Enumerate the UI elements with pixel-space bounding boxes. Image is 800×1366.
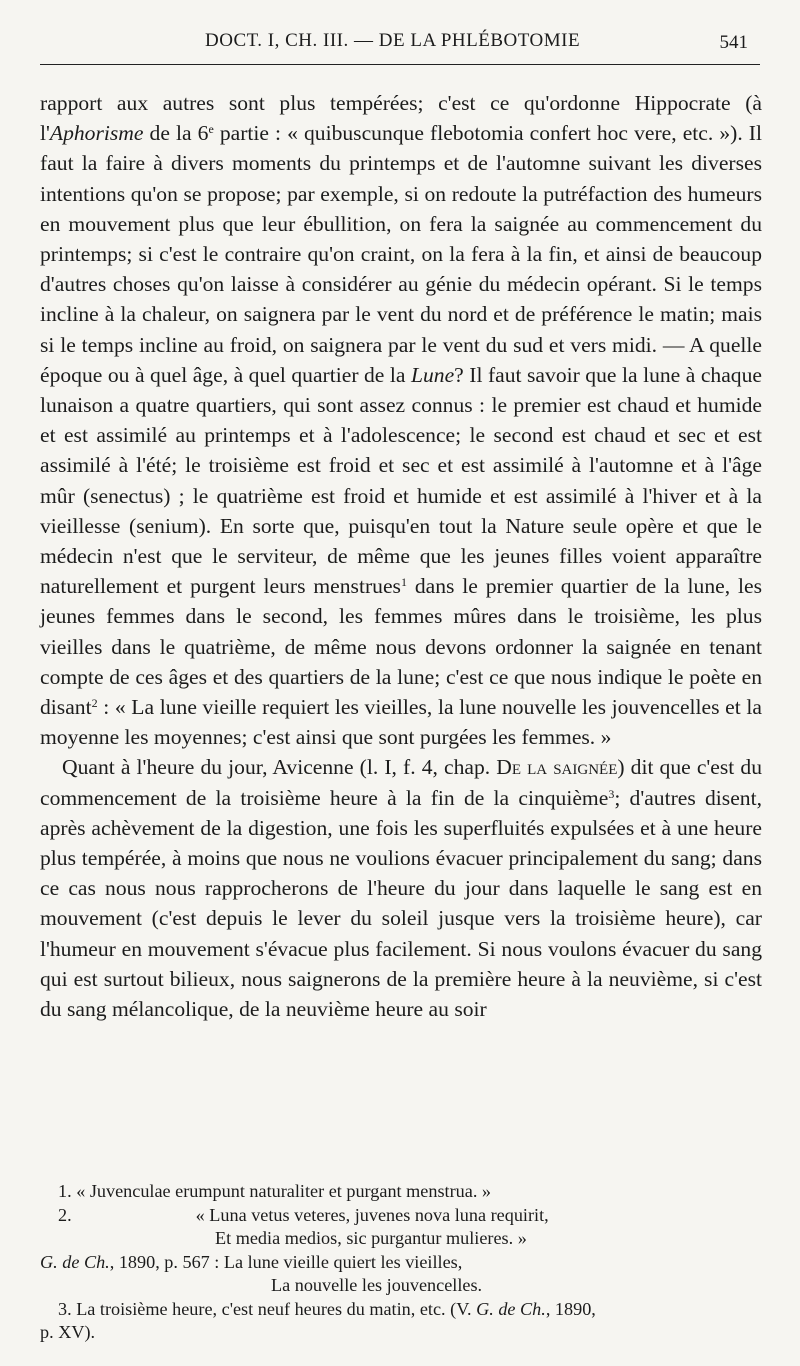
- footnote-2-verse-2: Et media medios, sic purgantur mulieres. »: [215, 1228, 527, 1248]
- text-run: partie : « quibuscunque flebotomia confert hoc vere, etc. »). Il faut la faire à divers moments du printemps et de l'automne suivant les diverses intentions qu'on se propose; par exemple, si on redoute la putréfaction des humeurs en mouvement plus que leur ébullition, on fera la saignée au commencement du printemps; si c'est le contraire qu'on craint, on la fera à la fin, et ainsi de beaucoup d'autres choses qu'on laisse à considérer au génie du médecin opérant. Si le temps incline à la chaleur, on saignera par le vent du nord et de préférence le matin; mais si le temps incline au froid, on saignera par le vent du sud et vers midi. — A quelle époque ou à quel âge, à quel quartier de la: [40, 121, 762, 387]
- footnote-3: [40, 1298, 762, 1345]
- main-text: [40, 88, 762, 1024]
- footnote-3-continuation: p. XV).: [40, 1322, 96, 1342]
- reference-gch: G. de Ch.: [40, 1251, 110, 1272]
- paragraph-1: [40, 88, 762, 752]
- header-rule: [40, 64, 760, 65]
- text-run: ) dit que c'est du commencement de la troisième heure à la fin de la cinquième: [40, 755, 762, 810]
- footnote-2: [40, 1204, 762, 1251]
- italic-lune: Lune: [410, 362, 455, 387]
- paragraph-2: [40, 752, 762, 1024]
- text-run: 3. La troisième heure, c'est neuf heures du matin, etc. (V.: [58, 1298, 477, 1319]
- text-run: de la 6: [143, 121, 209, 146]
- page-number: 541: [719, 32, 748, 53]
- footnote-ref-1: 1: [400, 575, 407, 590]
- footnote-ref-2: 2: [91, 696, 98, 711]
- small-caps-title: De la saignée: [496, 755, 618, 780]
- text-run: : « La lune vieille requiert les vieilles, la lune nouvelle les jouvencelles et la moyenne les moyennes; c'est ainsi que sont purgées les femmes. »: [40, 695, 762, 750]
- text-run: , 1890,: [545, 1298, 596, 1319]
- text-run: ; d'autres disent, après achèvement de la digestion, une fois les superfluités expulsées et à une heure plus tempérée, à moins que nous ne voulions évacuer principalement du sang; dans ce cas nous nous rapprocherons de l'heure du jour dans laquelle le sang est en mouvement (c'est depuis le lever du soleil jusque vers la troisième heure), car l'humeur en mouvement s'évacue plus facilement. Si nous voulons évacuer du sang qui est surtout bilieux, nous saignerons de la première heure à la neuvième, si c'est du sang mélancolique, de la neuvième heure au soir: [40, 785, 762, 1022]
- footnotes: [40, 1180, 762, 1345]
- footnote-ref-3: 3: [608, 786, 615, 801]
- footnote-2-gch-verse-2: La nouvelle les jouvencelles.: [271, 1275, 483, 1295]
- page-header: [40, 24, 760, 64]
- reference-gch: G. de Ch.: [476, 1298, 546, 1319]
- text-run: , 1890, p. 567 : La lune vieille quiert les vieilles,: [109, 1251, 463, 1272]
- footnote-1: 1. « Juvenculae erumpunt naturaliter et purgant menstrua. »: [58, 1181, 492, 1201]
- ordinal-superscript: e: [208, 122, 214, 137]
- text-run: Quant à l'heure du jour, Avicenne (l. I, f. 4, chap.: [62, 755, 497, 780]
- footnote-2-number: 2.: [58, 1204, 72, 1225]
- running-head: DOCT. I, CH. III. — DE LA PHLÉBOTOMIE: [205, 30, 581, 51]
- footnote-2-verse-1: « Luna vetus veteres, juvenes nova luna requirit,: [195, 1204, 549, 1225]
- text-run: dans le premier quartier de la lune, les jeunes femmes dans le second, les femmes mûres dans le troisième, les plus vieilles dans le quatrième, de même nous devons ordonner la saignée en tenant compte de ces âges et des quartiers de la lune; c'est ce que nous indique le poète en disant: [40, 574, 762, 720]
- footnote-2-gch: [40, 1251, 762, 1298]
- italic-aphorisme: Aphorisme: [49, 121, 144, 146]
- text-run: ? Il faut savoir que la lune à chaque lunaison a quatre quartiers, qui sont assez connus : le premier est chaud et humide et est assimilé au printemps et à l'adolescence; le second est chaud et sec et est assimilé à l'été; le troisième est froid et sec et est assimilé à l'automne et à l'âge mûr (senectus) ; le quatrième est froid et humide et est assimilé à l'hiver et à la vieillesse (senium). En sorte que, puisqu'en tout la Nature seule opère et que le médecin n'est que le serviteur, de même que les jeunes filles voient apparaître naturellement et purgent leurs menstrues: [40, 362, 762, 599]
- text-run: rapport aux autres sont plus tempérées; c'est ce qu'ordonne Hippocrate (à l': [40, 91, 762, 146]
